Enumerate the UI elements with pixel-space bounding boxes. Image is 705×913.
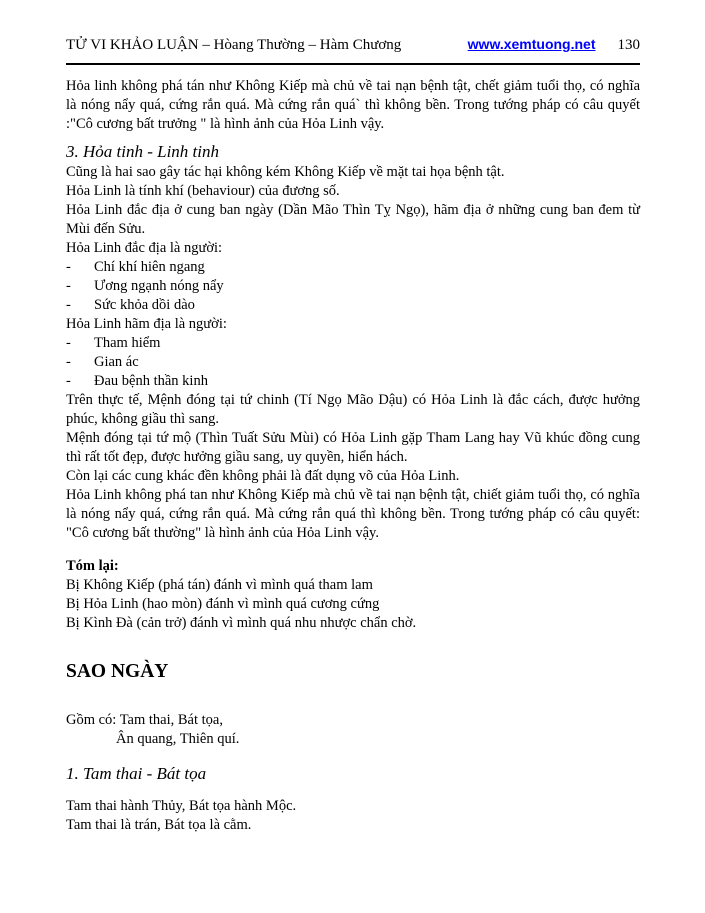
paragraph: Tam thai hành Thủy, Bát tọa hành Mộc. [66,798,297,814]
list-item [66,372,640,391]
page-header [66,36,640,65]
gom-co-line: Gồm có: Tam thai, Bát tọa, [66,712,223,728]
page-number: 130 [617,37,640,53]
list-item [66,353,640,372]
section-heading-tam-thai: 1. Tam thai - Bát tọa [66,764,207,783]
list-dash: - [66,259,71,275]
list-label-dac-dia: Hỏa Linh đắc địa là người: [66,240,223,256]
list-dash: - [66,354,71,370]
header-link[interactable]: www.xemtuong.net [467,36,596,52]
section-heading-hoa-tinh: 3. Hỏa tinh - Linh tinh [66,142,220,161]
summary-label: Tóm lại: [66,558,119,574]
list-item-text: Chí khí hiên ngang [94,259,205,275]
section-heading-sao-ngay: SAO NGÀY [66,661,169,682]
paragraph: Trên thực tế, Mệnh đóng tại tứ chinh (Tí Ngọ Mão Dậu) có Hỏa Linh là đắc cách, được hưởng phúc, không giầu thì sang. [66,392,640,427]
list-item [66,277,640,296]
list-item-text: Sức khỏa dồi dào [94,297,195,313]
summary-line: Bị Kình Đà (cản trở) đánh vì mình quá nhu nhược chẩn chờ. [66,615,417,631]
paragraph: Tam thai là trán, Bát tọa là cằm. [66,817,252,833]
summary-line: Bị Hỏa Linh (hao mòn) đánh vì mình quá cương cứng [66,596,380,612]
summary-line: Bị Không Kiếp (phá tán) đánh vì mình quá tham lam [66,577,373,593]
list-item-text: Đau bệnh thần kinh [94,373,208,389]
paragraph: Mệnh đóng tại tứ mộ (Thìn Tuất Sửu Mùi) có Hỏa Linh gặp Tham Lang hay Vũ khúc đồng cung thì rất tốt đẹp, được hưởng giầu sang, uy quyền, hiển hách. [66,430,640,465]
paragraph: Hỏa Linh không phá tan như Không Kiếp mà chủ về tai nạn bệnh tật, chiết giảm tuổi thọ, có nghĩa là nóng nẩy quá, cứng rắn quá. Mà cứng rắn quá thì không bền. Trong tướng pháp có câu quyết: "Cô cương bất thường" là hình ảnh của Hỏa Linh vậy. [66,487,640,541]
list-item-text: Ương ngạnh nóng nẩy [94,278,224,294]
list-item-text: Tham hiểm [94,335,161,351]
paragraph: Hỏa Linh là tính khí (behaviour) của đương số. [66,183,340,199]
list-dash: - [66,278,71,294]
gom-co-line-indented: Ân quang, Thiên quí. [116,731,240,747]
list-item [66,258,640,277]
intro-paragraph: Hỏa linh không phá tán như Không Kiếp mà chủ về tai nạn bệnh tật, chết giảm tuổi thọ, có nghĩa là nóng nẩy quá, cứng rắn quá. Mà cứng rắn quá` thì không bền. Trong tướng pháp có câu quyết :"Cô cương bất trưởng " là hình ảnh của Hỏa Linh vậy. [66,78,640,132]
paragraph: Còn lại các cung khác đền không phải là đất dụng võ của Hỏa Linh. [66,468,460,484]
header-title: TỬ VI KHẢO LUẬN – Hòang Thường – Hàm Chương [66,37,402,53]
paragraph: Hỏa Linh đắc địa ở cung ban ngày (Dần Mão Thìn Tỵ Ngọ), hãm địa ở những cung ban đem từ Mùi đến Sửu. [66,202,640,237]
list-item [66,296,640,315]
list-item [66,334,640,353]
list-item-text: Gian ác [94,354,139,370]
list-label-ham-dia: Hỏa Linh hãm địa là người: [66,316,227,332]
list-dash: - [66,373,71,389]
list-dash: - [66,335,71,351]
list-dash: - [66,297,71,313]
paragraph: Cũng là hai sao gây tác hại không kém Không Kiếp về mặt tai họa bệnh tật. [66,164,505,180]
